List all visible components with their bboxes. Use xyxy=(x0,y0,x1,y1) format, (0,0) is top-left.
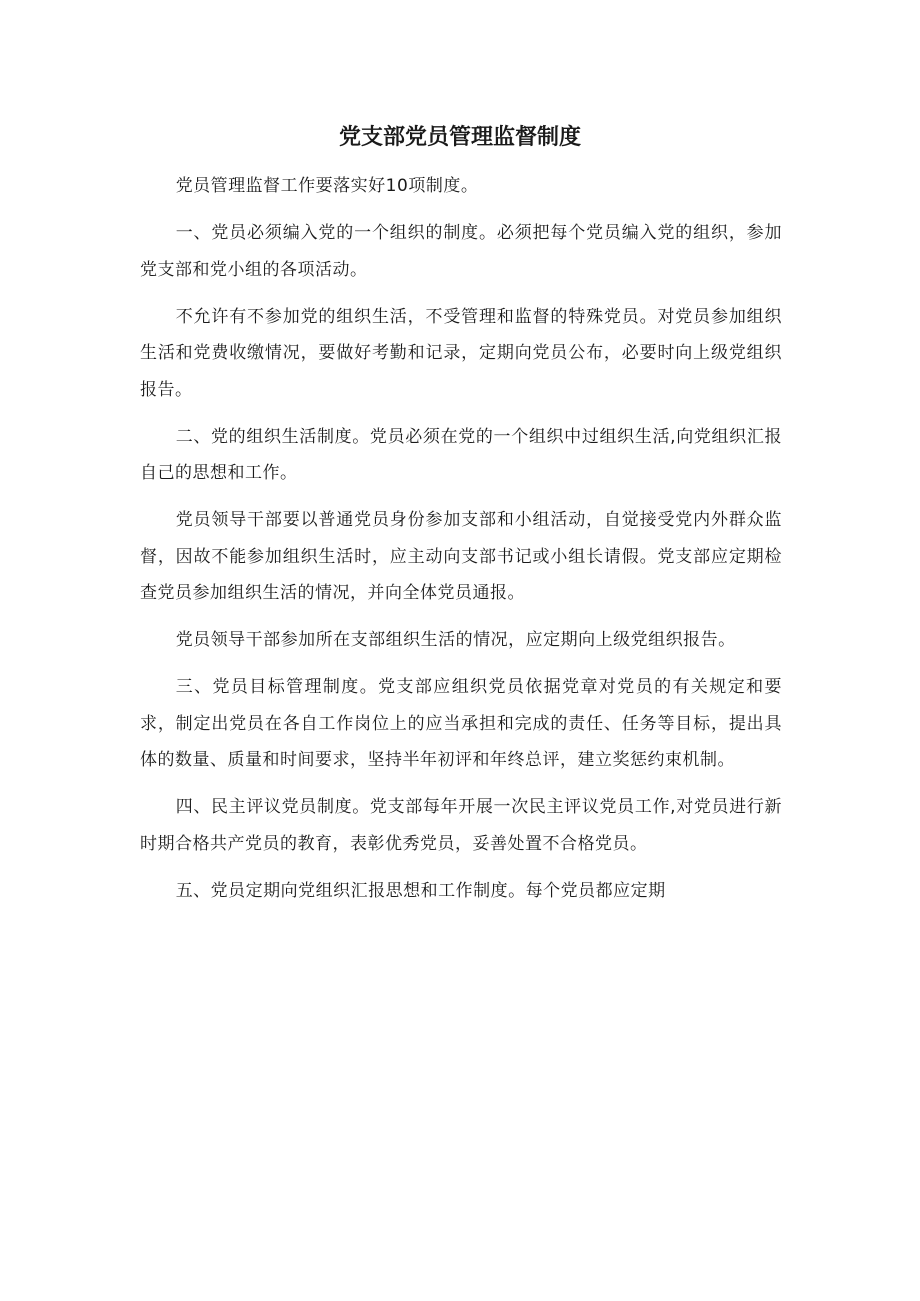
document-body xyxy=(140,168,782,920)
paragraph-rule-1-detail: 不允许有不参加党的组织生活，不受管理和监督的特殊党员。对党员参加组织生活和党费收缴情况，要做好考勤和记录，定期向党员公布，必要时向上级党组织报告。 xyxy=(140,306,782,400)
document-title: 党支部党员管理监督制度 xyxy=(338,125,581,150)
paragraph-rule-4: 四、民主评议党员制度。党支部每年开展一次民主评议党员工作,对党员进行新时期合格共产党员的教育，表彰优秀党员，妥善处置不合格党员。 xyxy=(140,797,782,854)
paragraph-rule-1: 一、党员必须编入党的一个组织的制度。必须把每个党员编入党的组织，参加党支部和党小组的各项活动。 xyxy=(140,223,782,280)
paragraph-rule-2: 二、党的组织生活制度。党员必须在党的一个组织中过组织生活,向党组织汇报自己的思想和工作。 xyxy=(140,426,782,483)
paragraph-rule-2-report: 党员领导干部参加所在支部组织生活的情况，应定期向上级党组织报告。 xyxy=(175,630,736,650)
paragraph-intro: 党员管理监督工作要落实好10项制度。 xyxy=(175,176,479,196)
paragraph-rule-5: 五、党员定期向党组织汇报思想和工作制度。每个党员都应定期 xyxy=(175,880,666,901)
paragraph-rule-2-detail: 党员领导干部要以普通党员身份参加支部和小组活动，自觉接受党内外群众监督，因故不能参加组织生活时，应主动向支部书记或小组长请假。党支部应定期检查党员参加组织生活的情况，并向全体党员通报。 xyxy=(140,510,782,603)
paragraph-rule-3: 三、党员目标管理制度。党支部应组织党员依据党章对党员的有关规定和要求，制定出党员在各自工作岗位上的应当承担和完成的责任、任务等目标，提出具体的数量、质量和时间要求，坚持半年初评和年终总评，建立奖惩约束机制。 xyxy=(140,677,782,770)
